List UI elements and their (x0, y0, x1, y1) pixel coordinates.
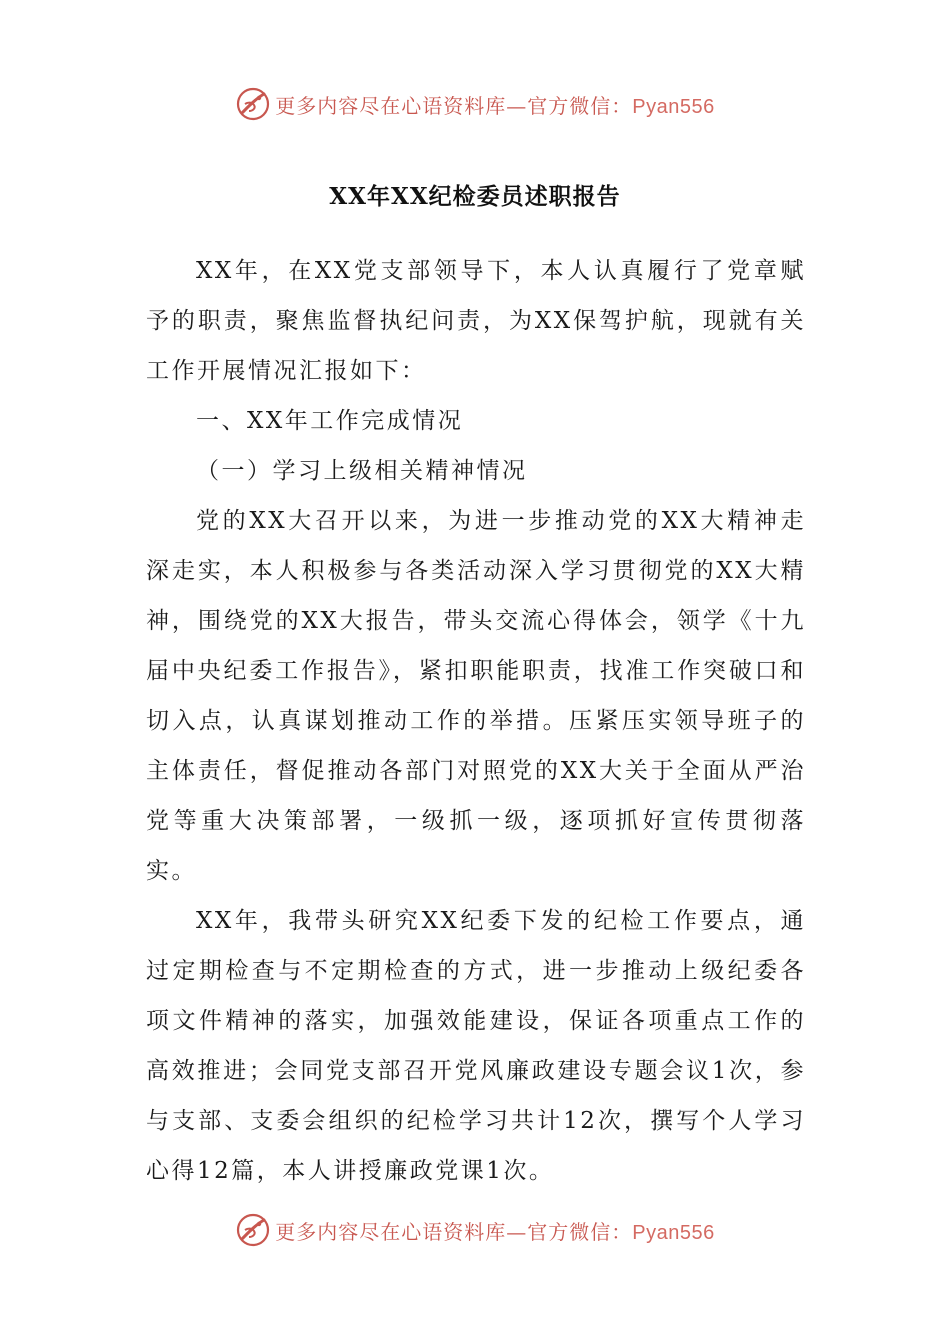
pen-logo-icon (235, 1212, 271, 1248)
paragraph-study: 党的XX大召开以来，为进一步推动党的XX大精神走深走实，本人积极参与各类活动深入学习贯彻党的XX大精神，围绕党的XX大报告，带头交流心得体会，领学《十九届中央纪委工作报告》，紧扣职能职责，找准工作突破口和切入点，认真谋划推动工作的举措。压紧压实领导班子的主体责任，督促推动各部门对照党的XX大关于全面从严治党等重大决策部署，一级抓一级，逐项抓好宣传贯彻落实。 (146, 508, 806, 884)
document-title: XX年XX纪检委员述职报告 (329, 183, 621, 210)
watermark-text (275, 90, 714, 119)
section-heading-1: 一、XX年工作完成情况 (196, 408, 464, 434)
watermark-wechat-id: Pyan556 (632, 1221, 715, 1244)
watermark-wechat-id: Pyan556 (632, 95, 715, 118)
watermark-text-cn: 更多内容尽在心语资料库—官方微信： (275, 93, 633, 118)
pen-logo-icon (235, 86, 271, 122)
document-body (146, 246, 806, 1196)
paragraph-intro: XX年，在XX党支部领导下，本人认真履行了党章赋予的职责，聚焦监督执纪问责，为XX保驾护航，现就有关工作开展情况汇报如下： (146, 258, 806, 384)
watermark-text-cn: 更多内容尽在心语资料库—官方微信： (275, 1219, 633, 1244)
subsection-heading-1: （一）学习上级相关精神情况 (196, 458, 528, 484)
header-watermark-banner (0, 82, 950, 126)
footer-watermark-banner (0, 1208, 950, 1252)
paragraph-work-points: XX年，我带头研究XX纪委下发的纪检工作要点，通过定期检查与不定期检查的方式，进一步推动上级纪委各项文件精神的落实，加强效能建设，保证各项重点工作的高效推进；会同党支部召开党风廉政建设专题会议1次，参与支部、支委会组织的纪检学习共计12次，撰写个人学习心得12篇，本人讲授廉政党课1次。 (146, 908, 806, 1184)
watermark-text (275, 1216, 714, 1245)
